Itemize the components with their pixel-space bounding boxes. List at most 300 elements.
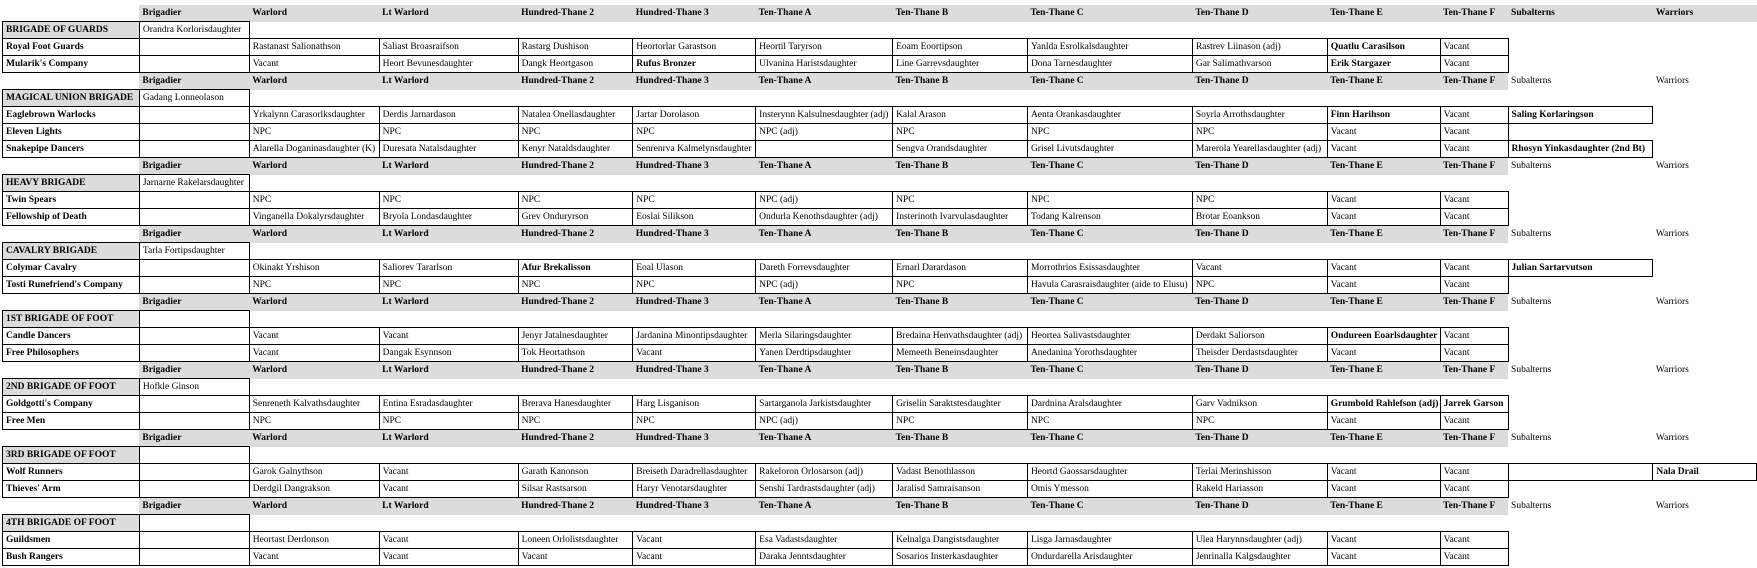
column-header[interactable]: Hundred-Thane 3 [633, 73, 756, 90]
brigadier-cell[interactable] [139, 141, 249, 158]
officer-cell[interactable]: Vacant [1327, 124, 1440, 141]
officer-cell[interactable]: Senrenrva Kalmelynsdaughter [633, 141, 756, 158]
brigade-name[interactable]: HEAVY BRIGADE [3, 175, 140, 192]
column-header[interactable]: Ten-Thane E [1327, 158, 1440, 175]
officer-cell[interactable]: Kelnalga Dangistsdaughter [893, 532, 1028, 549]
officer-cell[interactable]: Natalea Onellasdaughter [518, 107, 633, 124]
column-header[interactable]: Warlord [249, 5, 379, 22]
officer-cell[interactable]: Vacant [1440, 260, 1508, 277]
column-header[interactable]: Hundred-Thane 2 [518, 5, 633, 22]
brigadier-name[interactable] [139, 447, 249, 464]
column-header[interactable]: Ten-Thane E [1327, 73, 1440, 90]
column-header[interactable]: Lt Warlord [379, 73, 518, 90]
officer-cell[interactable]: Vacant [1440, 464, 1508, 481]
officer-cell[interactable]: Vacant [633, 549, 756, 566]
officer-cell[interactable]: Haryr Venotarsdaughter [633, 481, 756, 498]
officer-cell[interactable]: Grisel Livutsdaughter [1027, 141, 1192, 158]
column-header[interactable]: Warlord [249, 294, 379, 311]
officer-cell[interactable]: Dangak Esynnson [379, 345, 518, 362]
unit-name[interactable]: Eaglebrown Warlocks [3, 107, 140, 124]
brigadier-cell[interactable] [139, 481, 249, 498]
column-header[interactable]: Ten-Thane F [1440, 158, 1508, 175]
column-header[interactable]: Lt Warlord [379, 5, 518, 22]
header-corner[interactable] [3, 73, 140, 90]
officer-cell[interactable]: Vacant [1440, 413, 1508, 430]
officer-cell[interactable]: NPC [633, 413, 756, 430]
column-header[interactable]: Ten-Thane D [1192, 498, 1327, 515]
officer-cell[interactable]: Jarrek Garson [1440, 396, 1508, 413]
officer-cell[interactable]: Loneen Orlolistsdaughter [518, 532, 633, 549]
subaltern-cell[interactable]: Rhosyn Yinkasdaughter (2nd Bt) [1508, 141, 1653, 158]
unit-name[interactable]: Free Men [3, 413, 140, 430]
officer-cell[interactable]: Yanlda Esrolkalsdaughter [1027, 39, 1192, 56]
officer-cell[interactable]: Dangk Heortgason [518, 56, 633, 73]
officer-cell[interactable]: NPC [518, 124, 633, 141]
officer-cell[interactable]: Kalal Arason [893, 107, 1028, 124]
officer-cell[interactable]: Vacant [1440, 328, 1508, 345]
officer-cell[interactable]: Grev Onduryrson [518, 209, 633, 226]
officer-cell[interactable]: Vacant [1327, 345, 1440, 362]
column-header[interactable]: Subalterns [1508, 294, 1653, 311]
officer-cell[interactable]: Dareth Forrevsdaughter [756, 260, 893, 277]
officer-cell[interactable]: Aenta Orankasdaughter [1027, 107, 1192, 124]
column-header[interactable]: Brigadier [139, 226, 249, 243]
officer-cell[interactable]: Sengva Orandsdaughter [893, 141, 1028, 158]
officer-cell[interactable] [756, 141, 893, 158]
officer-cell[interactable]: NPC [893, 413, 1028, 430]
unit-name[interactable]: Wolf Runners [3, 464, 140, 481]
brigade-name[interactable]: CAVALRY BRIGADE [3, 243, 140, 260]
column-header[interactable]: Brigadier [139, 73, 249, 90]
column-header[interactable]: Ten-Thane C [1027, 294, 1192, 311]
officer-cell[interactable]: NPC [1192, 277, 1327, 294]
officer-cell[interactable]: Sartarganola Jarkistsdaughter [756, 396, 893, 413]
officer-cell[interactable]: NPC [249, 277, 379, 294]
officer-cell[interactable]: Vacant [1327, 141, 1440, 158]
unit-name[interactable]: Colymar Cavalry [3, 260, 140, 277]
column-header[interactable]: Warlord [249, 158, 379, 175]
column-header[interactable]: Subalterns [1508, 362, 1653, 379]
column-header[interactable]: Lt Warlord [379, 226, 518, 243]
column-header[interactable]: Ten-Thane A [756, 158, 893, 175]
officer-cell[interactable]: NPC [633, 124, 756, 141]
officer-cell[interactable]: NPC [379, 413, 518, 430]
column-header[interactable]: Hundred-Thane 2 [518, 73, 633, 90]
officer-cell[interactable]: Derdgil Dangrakson [249, 481, 379, 498]
brigadier-cell[interactable] [139, 549, 249, 566]
officer-cell[interactable]: NPC [249, 413, 379, 430]
column-header[interactable]: Ten-Thane B [893, 430, 1028, 447]
officer-cell[interactable]: Vacant [633, 345, 756, 362]
officer-cell[interactable]: Vacant [1327, 549, 1440, 566]
column-header[interactable]: Ten-Thane C [1027, 158, 1192, 175]
officer-cell[interactable]: Rakeld Hariasson [1192, 481, 1327, 498]
unit-name[interactable]: Fellowship of Death [3, 209, 140, 226]
warrior-cell[interactable]: Nala Drail [1653, 464, 1757, 481]
officer-cell[interactable]: NPC [518, 277, 633, 294]
column-header[interactable]: Hundred-Thane 3 [633, 5, 756, 22]
officer-cell[interactable]: Havula Carasraisdaughter (aide to Elusu) [1027, 277, 1192, 294]
column-header[interactable]: Ten-Thane C [1027, 73, 1192, 90]
column-header[interactable]: Ten-Thane C [1027, 5, 1192, 22]
officer-cell[interactable]: Bryola Londasdaughter [379, 209, 518, 226]
column-header[interactable]: Ten-Thane F [1440, 5, 1508, 22]
officer-cell[interactable]: Alarella Doganinasdaughter (K) [249, 141, 379, 158]
brigadier-name[interactable]: Gadang Lonneolason [139, 90, 249, 107]
column-header[interactable]: Lt Warlord [379, 158, 518, 175]
officer-cell[interactable]: Yanen Derdtipsdaughter [756, 345, 893, 362]
brigade-name[interactable]: MAGICAL UNION BRIGADE [3, 90, 140, 107]
officer-cell[interactable]: Vacant [1440, 56, 1508, 73]
brigadier-cell[interactable] [139, 209, 249, 226]
officer-cell[interactable]: Vacant [1440, 39, 1508, 56]
column-header[interactable]: Hundred-Thane 3 [633, 362, 756, 379]
officer-cell[interactable]: NPC [893, 277, 1028, 294]
header-corner[interactable] [3, 294, 140, 311]
column-header[interactable]: Ten-Thane A [756, 430, 893, 447]
column-header[interactable]: Brigadier [139, 498, 249, 515]
officer-cell[interactable]: Jardanina Minontipsdaughter [633, 328, 756, 345]
brigadier-name[interactable]: Jarnarne Rakelarsdaughter [139, 175, 249, 192]
officer-cell[interactable]: Heortil Taryrson [756, 39, 893, 56]
officer-cell[interactable]: Vacant [1440, 481, 1508, 498]
officer-cell[interactable]: Vacant [1440, 192, 1508, 209]
subaltern-cell[interactable]: Saling Korlaringson [1508, 107, 1653, 124]
officer-cell[interactable]: Garath Kanonson [518, 464, 633, 481]
officer-cell[interactable]: Bredaina Henvathsdaughter (adj) [893, 328, 1028, 345]
officer-cell[interactable]: NPC [518, 413, 633, 430]
column-header[interactable]: Ten-Thane D [1192, 158, 1327, 175]
officer-cell[interactable]: NPC [633, 192, 756, 209]
officer-cell[interactable]: Vacant [1440, 549, 1508, 566]
column-header[interactable]: Ten-Thane F [1440, 73, 1508, 90]
officer-cell[interactable]: Heortd Gaossarsdaughter [1027, 464, 1192, 481]
column-header[interactable]: Warriors [1653, 294, 1757, 311]
column-header[interactable]: Warlord [249, 498, 379, 515]
officer-cell[interactable]: Brotar Eoankson [1192, 209, 1327, 226]
officer-cell[interactable]: Vacant [379, 549, 518, 566]
officer-cell[interactable]: Vacant [379, 481, 518, 498]
header-corner[interactable] [3, 498, 140, 515]
brigadier-name[interactable]: Orandra Korlorisdaughter [139, 22, 249, 39]
officer-cell[interactable]: NPC [249, 192, 379, 209]
header-corner[interactable] [3, 362, 140, 379]
officer-cell[interactable]: Finn Harihson [1327, 107, 1440, 124]
column-header[interactable]: Lt Warlord [379, 498, 518, 515]
officer-cell[interactable]: Daraka Jenntsdaughter [756, 549, 893, 566]
officer-cell[interactable]: Morrothrios Esissasdaughter [1027, 260, 1192, 277]
column-header[interactable]: Ten-Thane F [1440, 294, 1508, 311]
officer-cell[interactable]: NPC [893, 192, 1028, 209]
column-header[interactable]: Lt Warlord [379, 430, 518, 447]
column-header[interactable]: Subalterns [1508, 158, 1653, 175]
officer-cell[interactable]: Anedanina Yorothsdaughter [1027, 345, 1192, 362]
officer-cell[interactable]: Duresata Natalsdaughter [379, 141, 518, 158]
officer-cell[interactable]: Garok Galnythson [249, 464, 379, 481]
officer-cell[interactable]: NPC [1192, 192, 1327, 209]
officer-cell[interactable]: Brerava Hanesdaughter [518, 396, 633, 413]
column-header[interactable]: Ten-Thane F [1440, 362, 1508, 379]
officer-cell[interactable]: Saliast Broasraifson [379, 39, 518, 56]
column-header[interactable]: Warlord [249, 362, 379, 379]
brigadier-cell[interactable] [139, 107, 249, 124]
officer-cell[interactable]: NPC [249, 124, 379, 141]
column-header[interactable]: Hundred-Thane 3 [633, 158, 756, 175]
officer-cell[interactable]: Vacant [633, 532, 756, 549]
column-header[interactable]: Warriors [1653, 226, 1757, 243]
column-header[interactable]: Hundred-Thane 3 [633, 294, 756, 311]
officer-cell[interactable]: Vinganella Dokalyrsdaughter [249, 209, 379, 226]
column-header[interactable]: Ten-Thane D [1192, 226, 1327, 243]
unit-name[interactable]: Mularik's Company [3, 56, 140, 73]
officer-cell[interactable]: Vacant [1327, 260, 1440, 277]
column-header[interactable]: Hundred-Thane 2 [518, 158, 633, 175]
column-header[interactable]: Ten-Thane C [1027, 226, 1192, 243]
column-header[interactable]: Ten-Thane A [756, 294, 893, 311]
unit-name[interactable]: Guildsmen [3, 532, 140, 549]
column-header[interactable]: Ten-Thane B [893, 73, 1028, 90]
officer-cell[interactable]: NPC [518, 192, 633, 209]
officer-cell[interactable]: Vacant [1327, 532, 1440, 549]
officer-cell[interactable]: NPC (adj) [756, 124, 893, 141]
brigade-name[interactable]: BRIGADE OF GUARDS [3, 22, 140, 39]
officer-cell[interactable]: Vacant [1440, 209, 1508, 226]
column-header[interactable]: Ten-Thane B [893, 498, 1028, 515]
officer-cell[interactable]: Vacant [518, 549, 633, 566]
officer-cell[interactable]: Omis Ymesson [1027, 481, 1192, 498]
officer-cell[interactable]: Senshi Tardrastsdaughter (adj) [756, 481, 893, 498]
officer-cell[interactable]: Ulvanina Haristsdaughter [756, 56, 893, 73]
officer-cell[interactable]: Quatlu Carasilson [1327, 39, 1440, 56]
officer-cell[interactable]: Eoal Ulason [633, 260, 756, 277]
column-header[interactable]: Ten-Thane A [756, 362, 893, 379]
column-header[interactable]: Lt Warlord [379, 294, 518, 311]
officer-cell[interactable]: NPC [1027, 192, 1192, 209]
column-header[interactable]: Ten-Thane B [893, 158, 1028, 175]
officer-cell[interactable]: NPC [1192, 124, 1327, 141]
column-header[interactable]: Hundred-Thane 2 [518, 498, 633, 515]
officer-cell[interactable]: Eoslai Silikson [633, 209, 756, 226]
column-header[interactable]: Warlord [249, 226, 379, 243]
officer-cell[interactable]: Kenyr Nataldsdaughter [518, 141, 633, 158]
officer-cell[interactable]: Insterynn Kalsulnesdaughter (adj) [756, 107, 893, 124]
officer-cell[interactable]: Vacant [1440, 141, 1508, 158]
column-header[interactable]: Ten-Thane E [1327, 498, 1440, 515]
header-corner[interactable] [3, 158, 140, 175]
brigade-name[interactable]: 3RD BRIGADE OF FOOT [3, 447, 140, 464]
brigadier-cell[interactable] [139, 413, 249, 430]
header-corner[interactable] [3, 226, 140, 243]
officer-cell[interactable]: Heortorlar Garastson [633, 39, 756, 56]
officer-cell[interactable]: Eoam Eoortipson [893, 39, 1028, 56]
officer-cell[interactable]: Vacant [1440, 124, 1508, 141]
column-header[interactable]: Brigadier [139, 430, 249, 447]
column-header[interactable]: Ten-Thane C [1027, 498, 1192, 515]
officer-cell[interactable]: Ondurdarella Arisdaughter [1027, 549, 1192, 566]
unit-name[interactable]: Tosti Runefriend's Company [3, 277, 140, 294]
officer-cell[interactable]: Lisga Jarnasdaughter [1027, 532, 1192, 549]
brigadier-cell[interactable] [139, 39, 249, 56]
officer-cell[interactable]: Marerola Yearellasdaughter (adj) [1192, 141, 1327, 158]
officer-cell[interactable]: Vadast Benothlasson [893, 464, 1028, 481]
column-header[interactable]: Ten-Thane C [1027, 430, 1192, 447]
column-header[interactable]: Ten-Thane E [1327, 294, 1440, 311]
officer-cell[interactable]: Insterinoth Ivarvulasdaughter [893, 209, 1028, 226]
officer-cell[interactable]: Merla Silaringsdaughter [756, 328, 893, 345]
column-header[interactable]: Ten-Thane C [1027, 362, 1192, 379]
officer-cell[interactable]: Sosarios Insterkasdaughter [893, 549, 1028, 566]
officer-cell[interactable]: Vacant [1440, 277, 1508, 294]
officer-cell[interactable]: Dardnina Aralsdaughter [1027, 396, 1192, 413]
officer-cell[interactable]: Vacant [249, 549, 379, 566]
officer-cell[interactable]: NPC [379, 192, 518, 209]
officer-cell[interactable]: Vacant [1327, 209, 1440, 226]
brigadier-name[interactable] [139, 515, 249, 532]
subaltern-cell[interactable] [1508, 464, 1653, 481]
column-header[interactable]: Ten-Thane A [756, 73, 893, 90]
column-header[interactable]: Ten-Thane A [756, 5, 893, 22]
officer-cell[interactable]: Harg Lisganison [633, 396, 756, 413]
officer-cell[interactable]: Grumbold Rahlefson (adj) [1327, 396, 1440, 413]
column-header[interactable]: Ten-Thane D [1192, 5, 1327, 22]
column-header[interactable]: Hundred-Thane 2 [518, 430, 633, 447]
officer-cell[interactable]: Rufus Bronzer [633, 56, 756, 73]
officer-cell[interactable]: Vacant [379, 328, 518, 345]
brigadier-name[interactable] [139, 311, 249, 328]
unit-name[interactable]: Twin Spears [3, 192, 140, 209]
unit-name[interactable]: Thieves' Arm [3, 481, 140, 498]
column-header[interactable]: Ten-Thane D [1192, 294, 1327, 311]
officer-cell[interactable]: NPC (adj) [756, 413, 893, 430]
officer-cell[interactable]: Vacant [249, 56, 379, 73]
officer-cell[interactable]: Line Garrevsdaughter [893, 56, 1028, 73]
officer-cell[interactable]: Ondurla Kenothsdaughter (adj) [756, 209, 893, 226]
column-header[interactable]: Ten-Thane D [1192, 430, 1327, 447]
unit-name[interactable]: Goldgotti's Company [3, 396, 140, 413]
officer-cell[interactable]: NPC (adj) [756, 192, 893, 209]
brigadier-name[interactable]: Tarla Fortipsdaughter [139, 243, 249, 260]
officer-cell[interactable]: Dona Tarnesdaughter [1027, 56, 1192, 73]
officer-cell[interactable]: Esa Vadastsdaughter [756, 532, 893, 549]
unit-name[interactable]: Eleven Lights [3, 124, 140, 141]
unit-name[interactable]: Bush Rangers [3, 549, 140, 566]
column-header[interactable]: Subalterns [1508, 430, 1653, 447]
column-header[interactable]: Ten-Thane A [756, 498, 893, 515]
brigadier-cell[interactable] [139, 396, 249, 413]
officer-cell[interactable]: Rastarg Dushison [518, 39, 633, 56]
column-header[interactable]: Ten-Thane D [1192, 73, 1327, 90]
officer-cell[interactable]: Vacant [1440, 345, 1508, 362]
column-header[interactable]: Ten-Thane B [893, 294, 1028, 311]
brigadier-cell[interactable] [139, 345, 249, 362]
brigade-name[interactable]: 1ST BRIGADE OF FOOT [3, 311, 140, 328]
officer-cell[interactable]: NPC [1192, 413, 1327, 430]
column-header[interactable]: Hundred-Thane 3 [633, 498, 756, 515]
unit-name[interactable]: Candle Dancers [3, 328, 140, 345]
officer-cell[interactable]: NPC [379, 277, 518, 294]
officer-cell[interactable]: Silsar Rastsarson [518, 481, 633, 498]
brigade-name[interactable]: 4TH BRIGADE OF FOOT [3, 515, 140, 532]
officer-cell[interactable]: Erik Stargazer [1327, 56, 1440, 73]
column-header[interactable]: Lt Warlord [379, 362, 518, 379]
officer-cell[interactable]: Okinakt Yrshison [249, 260, 379, 277]
officer-cell[interactable]: Vacant [1440, 107, 1508, 124]
column-header[interactable]: Ten-Thane B [893, 226, 1028, 243]
column-header[interactable]: Brigadier [139, 5, 249, 22]
officer-cell[interactable]: Vacant [1327, 481, 1440, 498]
officer-cell[interactable]: Senreneth Kalvathsdaughter [249, 396, 379, 413]
officer-cell[interactable]: Yrkalynn Carasorlksdaughter [249, 107, 379, 124]
column-header[interactable]: Ten-Thane F [1440, 226, 1508, 243]
officer-cell[interactable]: NPC [1027, 124, 1192, 141]
officer-cell[interactable]: Ondureen Eoarlsdaughter [1327, 328, 1440, 345]
officer-cell[interactable]: Vacant [1327, 192, 1440, 209]
officer-cell[interactable]: Vacant [249, 345, 379, 362]
officer-cell[interactable]: NPC [379, 124, 518, 141]
officer-cell[interactable]: NPC (adj) [756, 277, 893, 294]
column-header[interactable]: Ten-Thane F [1440, 498, 1508, 515]
column-header[interactable]: Ten-Thane B [893, 362, 1028, 379]
officer-cell[interactable]: Heort Bevunesdaughter [379, 56, 518, 73]
officer-cell[interactable]: Entina Esradasdaughter [379, 396, 518, 413]
officer-cell[interactable]: Tok Heortathson [518, 345, 633, 362]
officer-cell[interactable]: Breiseth Daradrellasdaughter [633, 464, 756, 481]
column-header[interactable]: Warlord [249, 430, 379, 447]
officer-cell[interactable]: Theisder Derdastsdaughter [1192, 345, 1327, 362]
officer-cell[interactable]: Ernarl Darardason [893, 260, 1028, 277]
officer-cell[interactable]: Heortast Derdonson [249, 532, 379, 549]
column-header[interactable]: Ten-Thane E [1327, 5, 1440, 22]
officer-cell[interactable]: Vacant [1192, 260, 1327, 277]
unit-name[interactable]: Royal Foot Guards [3, 39, 140, 56]
column-header[interactable]: Subalterns [1508, 226, 1653, 243]
subaltern-cell[interactable]: Julian Sartarvutson [1508, 260, 1653, 277]
column-header[interactable]: Warriors [1653, 158, 1757, 175]
header-corner[interactable] [3, 5, 140, 22]
officer-cell[interactable]: Heortea Salivastsdaughter [1027, 328, 1192, 345]
column-header[interactable]: Hundred-Thane 2 [518, 226, 633, 243]
column-header[interactable]: Brigadier [139, 158, 249, 175]
brigadier-cell[interactable] [139, 124, 249, 141]
brigadier-cell[interactable] [139, 260, 249, 277]
officer-cell[interactable]: Todang Kalrenson [1027, 209, 1192, 226]
column-header[interactable]: Brigadier [139, 294, 249, 311]
brigadier-cell[interactable] [139, 464, 249, 481]
officer-cell[interactable]: Saliorev Tararlson [379, 260, 518, 277]
brigadier-cell[interactable] [139, 277, 249, 294]
column-header[interactable]: Ten-Thane D [1192, 362, 1327, 379]
officer-cell[interactable]: Vacant [1327, 277, 1440, 294]
officer-cell[interactable]: Vacant [1327, 464, 1440, 481]
column-header[interactable]: Warriors [1653, 73, 1757, 90]
column-header[interactable]: Hundred-Thane 3 [633, 430, 756, 447]
officer-cell[interactable]: Gar Salimathvarson [1192, 56, 1327, 73]
brigade-name[interactable]: 2ND BRIGADE OF FOOT [3, 379, 140, 396]
column-header[interactable]: Ten-Thane B [893, 5, 1028, 22]
column-header[interactable]: Ten-Thane F [1440, 430, 1508, 447]
column-header[interactable]: Ten-Thane E [1327, 226, 1440, 243]
officer-cell[interactable]: Vacant [379, 464, 518, 481]
officer-cell[interactable]: NPC [893, 124, 1028, 141]
officer-cell[interactable]: Vacant [249, 328, 379, 345]
officer-cell[interactable]: NPC [1027, 413, 1192, 430]
column-header[interactable]: Warriors [1653, 5, 1757, 22]
officer-cell[interactable]: Vacant [379, 532, 518, 549]
column-header[interactable]: Ten-Thane E [1327, 362, 1440, 379]
officer-cell[interactable]: Memeeth Beneinsdaughter [893, 345, 1028, 362]
brigadier-cell[interactable] [139, 328, 249, 345]
officer-cell[interactable]: Jartar Dorolason [633, 107, 756, 124]
